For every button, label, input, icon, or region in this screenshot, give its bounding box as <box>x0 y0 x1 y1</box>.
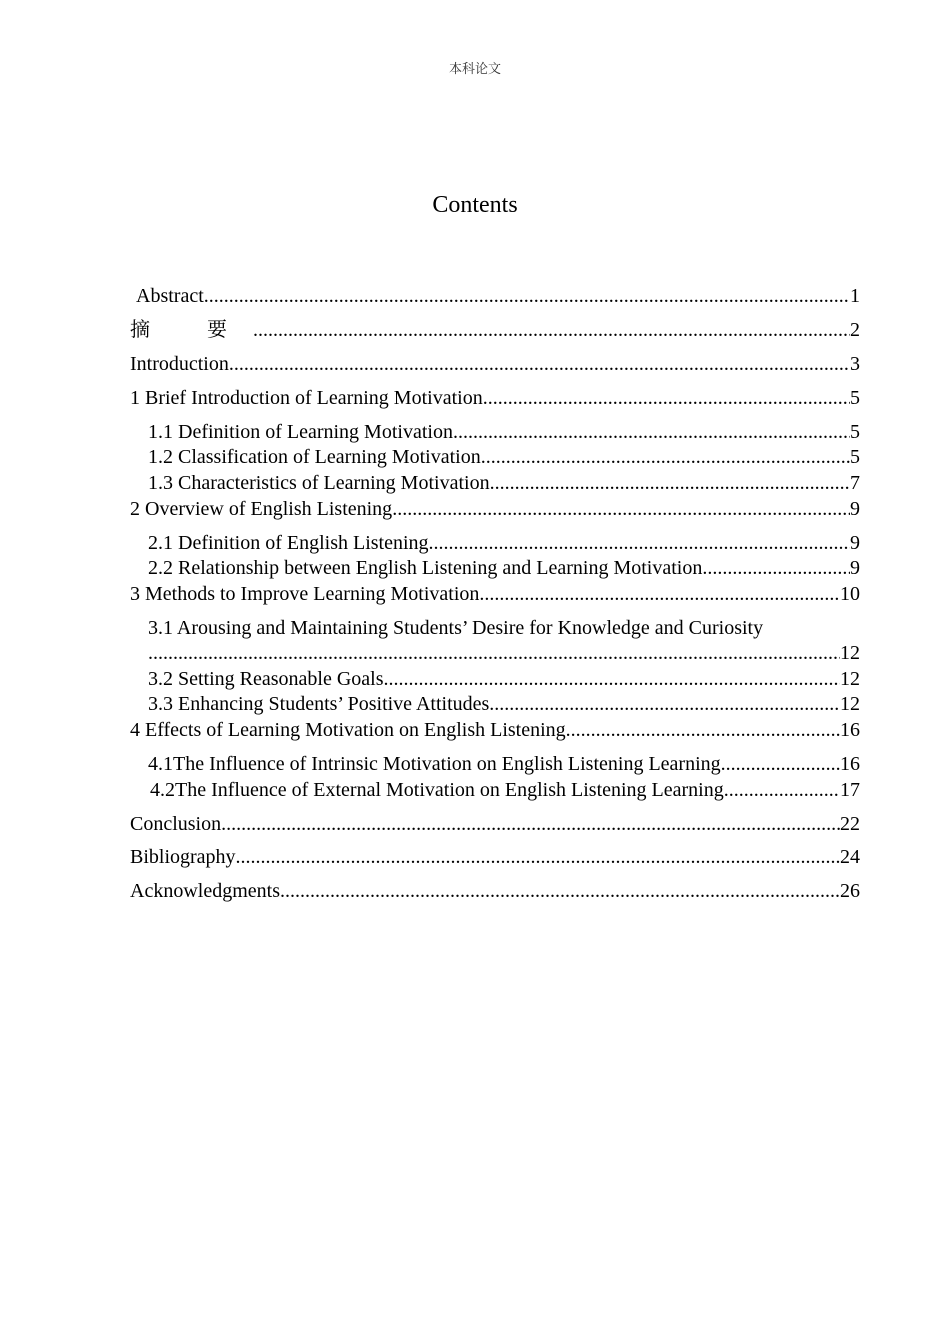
toc-entry-label: Bibliography <box>130 846 236 868</box>
toc-entry-page: 17 <box>840 779 860 801</box>
toc-entry-chapter-1[interactable] <box>130 386 860 410</box>
toc-entry-section-3-3[interactable] <box>148 692 860 716</box>
toc-leader-dots <box>384 667 840 691</box>
toc-leader-dots <box>392 497 850 521</box>
toc-entry-section-4-2[interactable] <box>150 778 860 802</box>
toc-entry-label: 1.1 Definition of Learning Motivation <box>148 421 453 443</box>
toc-entry-section-4-1[interactable] <box>148 752 860 776</box>
toc-entry-section-3-1-label[interactable]: 3.1 Arousing and Maintaining Students’ Desire for Knowledge and Curiosity <box>148 617 764 639</box>
toc-entry-label: Conclusion <box>130 813 222 835</box>
toc-entry-label: 1.2 Classification of Learning Motivation <box>148 446 481 468</box>
toc-entry-page: 2 <box>850 319 860 341</box>
toc-entry-section-2-2[interactable] <box>148 556 860 580</box>
toc-leader-dots <box>724 778 840 802</box>
toc-entry-page: 5 <box>850 387 860 409</box>
toc-entry-label: 3.3 Enhancing Students’ Positive Attitudes <box>148 693 490 715</box>
page-header: 本科论文 <box>448 62 501 77</box>
toc-entry-label: 摘 要 <box>130 319 253 341</box>
toc-leader-dots <box>229 352 850 376</box>
toc-entry-chapter-2[interactable] <box>130 497 860 521</box>
toc-entry-label: 4.1The Influence of Intrinsic Motivation on English Listening Learning <box>148 753 721 775</box>
toc-entry-page: 1 <box>850 285 860 307</box>
toc-entry-section-2-1[interactable] <box>148 531 860 555</box>
toc-entry-chinese-abstract[interactable] <box>130 318 860 342</box>
toc-entry-abstract[interactable] <box>136 284 860 308</box>
toc-leader-dots <box>280 879 840 903</box>
toc-entry-page: 16 <box>840 719 860 741</box>
toc-entry-page: 12 <box>840 668 860 690</box>
toc-entry-page: 7 <box>850 472 860 494</box>
toc-leader-dots <box>453 420 850 444</box>
toc-leader-dots <box>221 812 840 836</box>
toc-leader-dots <box>490 471 850 495</box>
toc-entry-page: 16 <box>840 753 860 775</box>
toc-entry-page: 12 <box>840 642 860 664</box>
toc-entry-section-1-2[interactable] <box>148 445 860 469</box>
toc-entry-label: 1 Brief Introduction of Learning Motivation <box>130 387 483 409</box>
toc-leader-dots <box>702 556 850 580</box>
toc-entry-label: 4.2The Influence of External Motivation on English Listening Learning <box>150 779 724 801</box>
toc-entry-page: 3 <box>850 353 860 375</box>
toc-entry-chapter-4[interactable] <box>130 718 860 742</box>
toc-entry-page: 10 <box>840 583 860 605</box>
page-title: Contents <box>432 192 518 218</box>
toc-entry-page: 12 <box>840 693 860 715</box>
toc-entry-page: 9 <box>850 557 860 579</box>
toc-entry-label: 2 Overview of English Listening <box>130 498 393 520</box>
toc-leader-dots <box>481 445 850 469</box>
toc-entry-page: 9 <box>850 498 860 520</box>
toc-entry-bibliography[interactable] <box>130 845 860 869</box>
toc-entry-section-1-1[interactable] <box>148 420 860 444</box>
toc-entry-section-3-1[interactable] <box>148 641 860 665</box>
toc-entry-label: 4 Effects of Learning Motivation on English Listening <box>130 719 566 741</box>
toc-entry-page: 24 <box>840 846 860 868</box>
toc-entry-label: Abstract <box>136 285 204 307</box>
toc-leader-dots <box>721 752 840 776</box>
toc-entry-page: 5 <box>850 446 860 468</box>
toc-entry-chapter-3[interactable] <box>130 582 860 606</box>
toc-entry-label: 3 Methods to Improve Learning Motivation <box>130 583 480 605</box>
toc-leader-dots <box>479 582 840 606</box>
toc-entry-section-1-3[interactable] <box>148 471 860 495</box>
toc-entry-label: 3.2 Setting Reasonable Goals <box>148 668 384 690</box>
toc-entry-page: 5 <box>850 421 860 443</box>
toc-entry-label: Acknowledgments <box>130 880 280 902</box>
toc-leader-dots <box>148 641 840 665</box>
toc-entry-acknowledgments[interactable] <box>130 879 860 903</box>
toc-entry-section-3-2[interactable] <box>148 667 860 691</box>
toc-leader-dots <box>253 318 850 342</box>
toc-leader-dots <box>236 845 840 869</box>
toc-entry-page: 26 <box>840 880 860 902</box>
toc-leader-dots <box>566 718 840 742</box>
toc-leader-dots <box>204 284 850 308</box>
toc-leader-dots <box>483 386 850 410</box>
toc-entry-label: Introduction <box>130 353 229 375</box>
toc-entry-page: 22 <box>840 813 860 835</box>
toc-leader-dots <box>429 531 850 555</box>
toc-entry-introduction[interactable] <box>130 352 860 376</box>
toc-entry-label: 1.3 Characteristics of Learning Motivation <box>148 472 490 494</box>
toc-entry-label: 2.1 Definition of English Listening <box>148 532 429 554</box>
toc-entry-page: 9 <box>850 532 860 554</box>
toc-leader-dots <box>489 692 840 716</box>
toc-entry-label: 2.2 Relationship between English Listening and Learning Motivation <box>148 557 703 579</box>
toc-entry-conclusion[interactable] <box>130 812 860 836</box>
